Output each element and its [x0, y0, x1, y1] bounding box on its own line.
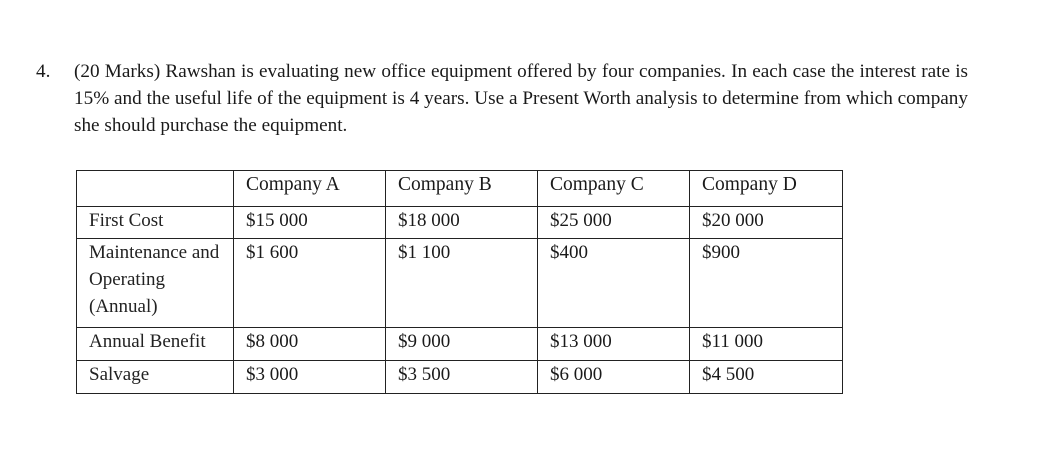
column-header-company-c: Company C — [538, 171, 690, 207]
table-cell: $15 000 — [234, 207, 386, 239]
table-row — [77, 207, 843, 239]
table-cell: $4 500 — [690, 361, 843, 394]
table-cell: $9 000 — [386, 328, 538, 361]
table-cell: $6 000 — [538, 361, 690, 394]
table-row — [77, 239, 843, 328]
table-cell: $11 000 — [690, 328, 843, 361]
table-cell: $1 100 — [386, 239, 538, 328]
question-text: (20 Marks) Rawshan is evaluating new office equipment offered by four companies. In each case the interest rate is 15% and the useful life of the equipment is 4 years. Use a Present Worth analysis to determine from which company she should purchase the equipment. — [74, 61, 968, 136]
table-cell: $8 000 — [234, 328, 386, 361]
table-row — [77, 328, 843, 361]
table-cell: $18 000 — [386, 207, 538, 239]
table-header-row — [77, 171, 843, 207]
table-cell: $25 000 — [538, 207, 690, 239]
row-label-annual-benefit: Annual Benefit — [77, 328, 234, 361]
table-cell: $1 600 — [234, 239, 386, 328]
row-label-maintenance: Maintenance and Operating (Annual) — [77, 239, 234, 328]
table-corner-cell — [77, 171, 234, 207]
table-cell: $13 000 — [538, 328, 690, 361]
company-comparison-table — [76, 170, 843, 394]
column-header-company-b: Company B — [386, 171, 538, 207]
column-header-company-a: Company A — [234, 171, 386, 207]
table-cell: $400 — [538, 239, 690, 328]
table-cell: $3 000 — [234, 361, 386, 394]
table-row — [77, 361, 843, 394]
table-cell: $900 — [690, 239, 843, 328]
row-label-first-cost: First Cost — [77, 207, 234, 239]
question-block — [36, 58, 968, 139]
table-cell: $20 000 — [690, 207, 843, 239]
question-number: 4. — [36, 61, 51, 82]
table-cell: $3 500 — [386, 361, 538, 394]
column-header-company-d: Company D — [690, 171, 843, 207]
row-label-salvage: Salvage — [77, 361, 234, 394]
